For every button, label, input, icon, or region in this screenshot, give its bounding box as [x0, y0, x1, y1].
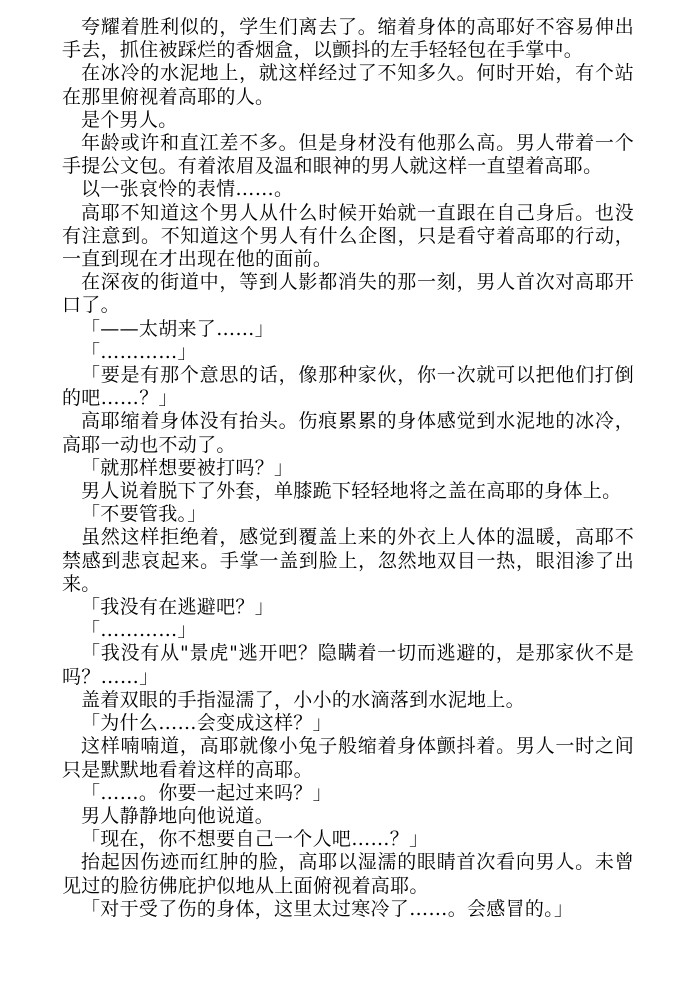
paragraph: 年龄或许和直江差不多。但是身材没有他那么高。男人带着一个手提公文包。有着浓眉及温和眼神的男人就这样一直望着高耶。	[62, 132, 634, 178]
paragraph: 虽然这样拒绝着，感觉到覆盖上来的外衣上人体的温暖，高耶不禁感到悲哀起来。手掌一盖到脸上，忽然地双目一热，眼泪渗了出来。	[62, 526, 634, 595]
paragraph: 男人说着脱下了外套，单膝跪下轻轻地将之盖在高耶的身体上。	[81, 480, 622, 503]
paragraph: 男人静静地向他说道。	[81, 804, 275, 827]
paragraph: 在冰冷的水泥地上，就这样经过了不知多久。何时开始，有个站在那里俯视着高耶的人。	[62, 62, 634, 108]
paragraph: 在深夜的街道中，等到人影都消失的那一刻，男人首次对高耶开口了。	[62, 271, 634, 317]
dialogue-line: 「——太胡来了……」	[81, 317, 275, 340]
dialogue-line: 「我没有从"景虎"逃开吧？隐瞒着一切而逃避的，是那家伙不是吗？……」	[62, 642, 634, 688]
dialogue-line: 「我没有在逃避吧？」	[81, 596, 275, 619]
dialogue-line: 「为什么……会变成这样？」	[81, 712, 332, 735]
dialogue-line: 「…………」	[81, 619, 197, 642]
paragraph: 高耶缩着身体没有抬头。伤痕累累的身体感觉到水泥地的冰冷，高耶一动也不动了。	[62, 410, 634, 456]
dialogue-line: 「就那样想要被打吗？」	[81, 456, 294, 479]
paragraph: 夸耀着胜利似的，学生们离去了。缩着身体的高耶好不容易伸出手去，抓住被踩烂的香烟盒，以颤抖的左手轻轻包在手掌中。	[62, 16, 634, 62]
dialogue-line: 「对于受了伤的身体，这里太过寒冷了……。会感冒的。」	[81, 897, 574, 920]
paragraph: 盖着双眼的手指湿濡了，小小的水滴落到水泥地上。	[81, 688, 525, 711]
paragraph: 这样喃喃道，高耶就像小兔子般缩着身体颤抖着。男人一时之间只是默默地看着这样的高耶。	[62, 735, 634, 781]
dialogue-line: 「现在，你不想要自己一个人吧……？」	[81, 828, 429, 851]
body-text	[62, 16, 634, 921]
paragraph: 以一张哀怜的表情……。	[81, 178, 294, 201]
dialogue-line: 「不要管我。」	[81, 503, 207, 526]
paragraph: 抬起因伤迹而红肿的脸，高耶以湿濡的眼睛首次看向男人。未曾见过的脸彷佛庇护似地从上面俯视着高耶。	[62, 851, 634, 897]
paragraph: 高耶不知道这个男人从什么时候开始就一直跟在自己身后。也没有注意到。不知道这个男人有什么企图，只是看守着高耶的行动，一直到现在才出现在他的面前。	[62, 201, 634, 271]
dialogue-line: 「……。你要一起过来吗？」	[81, 781, 332, 804]
dialogue-line: 「要是有那个意思的话，像那种家伙，你一次就可以把他们打倒的吧……？」	[62, 364, 634, 410]
dialogue-line: 「…………」	[81, 340, 197, 363]
paragraph: 是个男人。	[81, 108, 178, 131]
